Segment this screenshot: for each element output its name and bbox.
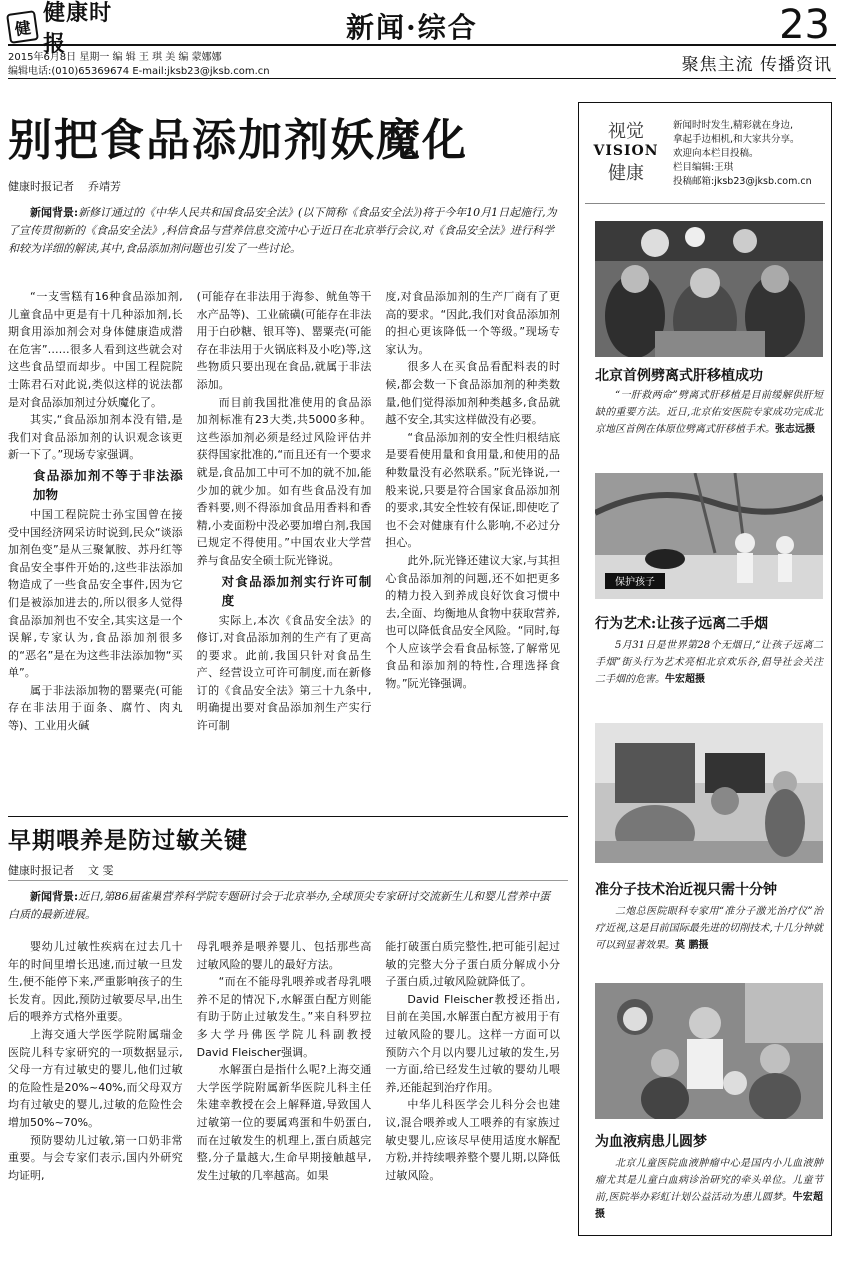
paragraph: 能打破蛋白质完整性,把可能引起过敏的完整大分子蛋白质分解成小分子蛋白质,过敏风险就降低了。 xyxy=(385,940,561,989)
no-smoking-photo-image xyxy=(595,473,823,599)
issue-meta: 2015年6月8日 星期一 编 辑 王 琪 美 编 蒙娜娜 xyxy=(8,52,222,63)
vision-line: 栏目编辑:王琪 xyxy=(673,162,734,173)
logo-text: 健康时报 xyxy=(43,0,113,57)
article2-byline xyxy=(8,862,128,878)
vision-line: 拿起手边相机,和大家共分享。 xyxy=(673,134,800,145)
paragraph: 婴幼儿过敏性疾病在过去几十年的时间里增长迅速,而过敏一旦发生,便不能停下来,严重影响孩子的生长发育。因此,预防过敏要尽早,出生后的喂养方式格外重要。 xyxy=(8,940,183,1024)
photo-caption-text xyxy=(595,903,823,954)
intro-label: 新闻背景: xyxy=(30,206,79,219)
masthead xyxy=(8,0,836,80)
laser-eye-photo xyxy=(595,723,823,863)
photo-caption-title: 为血液病患儿圆梦 xyxy=(595,1134,707,1150)
vision-line: 欢迎向本栏目投稿。 xyxy=(673,148,759,159)
article1-col2 xyxy=(197,288,372,808)
paragraph: 中华儿科医学会儿科分会也建议,混合喂养或人工喂养的有家族过敏史婴儿,应该尽早使用适度水解配方粉,并持续喂养整个婴儿期,以降低过敏风险。 xyxy=(385,1098,561,1182)
caption-body: “一肝救两命”劈离式肝移植是目前缓解供肝短缺的重要方法。近日,北京佑安医院专家成功完成北京地区首例在体原位劈离式肝移植手术。 xyxy=(595,390,823,435)
article1-col3 xyxy=(385,288,560,808)
article2-col3 xyxy=(385,938,560,1238)
vision-header xyxy=(585,111,825,211)
photo-caption-text xyxy=(595,637,823,688)
paragraph: 其实,“食品添加剂本没有错,是我们对食品添加剂的认识观念该更新一下了。”现场专家强调。 xyxy=(8,413,183,462)
article2-col1 xyxy=(8,938,183,1238)
article1-intro xyxy=(8,204,560,258)
caption-body: 5月31日是世界第28个无烟日,“让孩子远离二手烟”街头行为艺术亮相北京欢乐谷,倡导社会关注二手烟的危害。 xyxy=(595,640,823,685)
article2-col2 xyxy=(197,938,372,1238)
paragraph: 很多人在买食品看配料表的时候,都会数一下食品添加剂的种类数量,他们觉得添加剂种类越多,食品就越不安全,其实这样做没有必要。 xyxy=(385,360,561,427)
paragraph: 中国工程院院士孙宝国曾在接受中国经济网采访时说到,民众“谈添加剂色变”是从三聚氰胺、苏丹红等食品安全事件开始的,这些非法添加物造成了一些食品安全事件,因为它们是被添加进去的,所以很多人觉得食品添加剂也不安全,其实这是一个误解,专家认为,食品添加剂很多的“恶名”是在为这些非法添加物“买单”。 xyxy=(8,507,183,680)
reporter-name: 乔靖芳 xyxy=(88,180,121,193)
sign-text: 保护孩子 xyxy=(615,577,655,588)
laser-eye-photo-image xyxy=(595,723,823,863)
no-smoking-photo xyxy=(595,473,823,599)
intro-text: 新修订通过的《中华人民共和国食品安全法》(以下简称《食品安全法》)将于今年10月1日起施行,为了宣传贯彻新的《食品安全法》,科信食品与营养信息交流中心于近日在北京举行会议,对《食品安全法》进行科学和较为详细的解读,其中,食品添加剂问题也引发了一些讨论。 xyxy=(8,206,557,255)
caption-author: 牛宏超摄 xyxy=(665,674,705,685)
paragraph: 上海交通大学医学院附属瑞金医院儿科专家研究的一项数据显示,父母一方有过敏史的婴儿,他们过敏的危险性是20%~40%,而父母双方均有过敏史的婴儿,过敏的危险性会增加50%~70%。 xyxy=(8,1027,183,1129)
reporter-name: 文 雯 xyxy=(88,864,114,877)
article-divider xyxy=(8,816,568,817)
caption-author: 莫 鹏摄 xyxy=(675,940,709,951)
byline-rule xyxy=(8,880,568,881)
article2-body xyxy=(8,938,560,1238)
vision-cn-2: 健康 xyxy=(608,163,644,184)
subheading: 对食品添加剂实行许可制度 xyxy=(221,573,372,608)
masthead-bottom-rule xyxy=(8,78,836,79)
caption-body: 二炮总医院眼科专家用“准分子激光治疗仪”治疗近视,这是目前国际最先进的切削技术,十几分钟就可以到显著效果。 xyxy=(595,906,823,951)
vision-line: 新闻时时发生,精彩就在身边, xyxy=(673,120,794,131)
photo-caption-title: 准分子技术治近视只需十分钟 xyxy=(595,882,777,898)
article2-headline: 早期喂养是防过敏关键 xyxy=(8,827,248,854)
article1-headline: 别把食品添加剂妖魔化 xyxy=(8,115,468,166)
photo-caption-text xyxy=(595,1155,823,1223)
editor-contact: 编辑电话:(010)65369674 E-mail:jksb23@jksb.com.cn xyxy=(8,66,270,77)
article1-col1 xyxy=(8,288,183,808)
slogan: 聚焦主流 传播资讯 xyxy=(681,55,832,75)
vision-health-sidebar xyxy=(578,102,832,1236)
intro-text: 近日,第86届雀巢营养科学院专题研讨会于北京举办,全球顶尖专家研讨交流新生儿和婴儿营养中蛋白质的最新进展。 xyxy=(8,890,551,921)
paragraph: “一支雪糕有16种食品添加剂,儿童食品中更是有十几种添加剂,长期食用添加剂会对身体健康造成潜在危害”……很多人看到这些就会对这些食品望而却步。中国工程院院士陈君石对此说,类似这样的说法都是对食品添加剂过分妖魔化了。 xyxy=(8,290,183,409)
paragraph: (可能存在非法用于海参、鱿鱼等干水产品等)、工业硫磺(可能存在非法用于白砂糖、银耳等)、罂粟壳(可能存在非法用于火锅底料及小吃)等,这些物质只要出现在食品,就属于非法添加。 xyxy=(196,290,372,391)
children-photo xyxy=(595,983,823,1119)
paragraph: 而目前我国批准使用的食品添加剂标准有23大类,共5000多种。这些添加剂必须是经过风险评估并获得国家批准的,“而且还有一个要求就是,食品加工中可不加的就不加,能少加的就少加。如有些食品没有加香料要,则不得添加食品用香料和香精,小麦面粉中没必要加增白剂,我国已规定不得使用。”中国农业大学营养与食品安全硕士阮光锋说。 xyxy=(196,395,372,567)
article2-intro xyxy=(8,888,560,924)
photo-caption-text xyxy=(595,387,823,438)
children-photo-image xyxy=(595,983,823,1119)
paragraph: “食品添加剂的安全性归根结底是要看使用量和食用量,和使用的品种数量没有必然联系。”阮光锋说,一般来说,只要是符合国家食品添加剂的要求,其安全性较有保证,即使吃了也不会对健康有什么影响,不必过分担心。 xyxy=(385,430,561,550)
surgery-photo xyxy=(595,221,823,357)
subheading: 食品添加剂不等于非法添加物 xyxy=(33,467,183,502)
vision-title xyxy=(585,117,667,185)
paragraph: “而在不能母乳喂养或者母乳喂养不足的情况下,水解蛋白配方则能有助于防止过敏发生。”来自科罗拉多大学丹佛医学院儿科副教授David Fleischer强调。 xyxy=(196,975,372,1059)
logo-seal-icon: 健 xyxy=(6,10,39,44)
vision-en: VISION xyxy=(593,143,659,159)
paragraph: 此外,阮光锋还建议大家,与其担心食品添加剂的问题,还不如把更多的精力投入到养成良好饮食习惯中去,全面、均衡地从食物中获取营养,也可以降低食品安全风险。“同时,每个人应该学会看食品标签,了解常见食品和添加剂的特性,合理选择食物。”阮光锋强调。 xyxy=(385,553,561,691)
paragraph: 母乳喂养是喂养婴儿、包括那些高过敏风险的婴儿的最好方法。 xyxy=(196,940,372,971)
caption-body: 北京儿童医院血液肿瘤中心是国内小儿血液肿瘤尤其是儿童白血病诊治研究的牵头单位。儿童节前,医院举办彩虹计划公益活动为患儿圆梦。 xyxy=(595,1158,823,1203)
page-number: 23 xyxy=(779,2,830,48)
newspaper-logo xyxy=(8,0,132,57)
masthead-rule xyxy=(8,44,836,46)
article1-byline xyxy=(8,178,135,194)
paragraph: 水解蛋白是指什么呢?上海交通大学医学院附属新华医院儿科主任朱建幸教授在会上解释道,导致国人过敏第一位的要属鸡蛋和牛奶蛋白,而在过敏发生的机理上,蛋白质越完整,分子量越大,生命早期接触越早,发生过敏的几率越高。如果 xyxy=(196,1063,372,1182)
vision-cn-1: 视觉 xyxy=(608,121,644,142)
surgery-photo-image xyxy=(595,221,823,357)
sidebar-rule xyxy=(585,203,825,204)
photo-caption-title: 行为艺术:让孩子远离二手烟 xyxy=(595,616,769,632)
reporter-label: 健康时报记者 xyxy=(8,864,74,877)
intro-label: 新闻背景: xyxy=(30,890,79,903)
article1-body xyxy=(8,288,560,808)
paragraph: 实际上,本次《食品安全法》的修订,对食品添加剂的生产有了更高的要求。此前,我国只针对食品生产、经营设立可许可制度,而在新修订的《食品安全法》第三十九条中,明确提出要对食品添加剂生产实行许可制 xyxy=(196,613,372,733)
vision-line: 投稿邮箱:jksb23@jksb.com.cn xyxy=(673,176,812,187)
caption-author: 牛宏超摄 xyxy=(595,1192,823,1220)
paragraph: 度,对食品添加剂的生产厂商有了更高的要求。“因此,我们对食品添加剂的担心更该降低一个等级。”现场专家认为。 xyxy=(385,290,561,356)
caption-author: 张志远摄 xyxy=(775,424,815,435)
section-title: 新闻·综合 xyxy=(346,11,478,44)
paragraph: 属于非法添加物的罂粟壳(可能存在非法用于面条、腐竹、肉丸等)、工业用火碱 xyxy=(8,683,183,733)
vision-notice xyxy=(673,119,829,189)
photo-caption-title: 北京首例劈离式肝移植成功 xyxy=(595,368,763,384)
paragraph: David Fleischer教授还指出,目前在美国,水解蛋白配方被用于有过敏风险的婴儿。这样一方面可以预防六个月以内婴儿过敏的发生,另一方面,给已经发生过敏的婴幼儿喂养,还能起到治疗作用。 xyxy=(385,992,561,1094)
paragraph: 预防婴幼儿过敏,第一口奶非常重要。与会专家们表示,国内外研究均证明, xyxy=(8,1133,183,1182)
reporter-label: 健康时报记者 xyxy=(8,180,74,193)
